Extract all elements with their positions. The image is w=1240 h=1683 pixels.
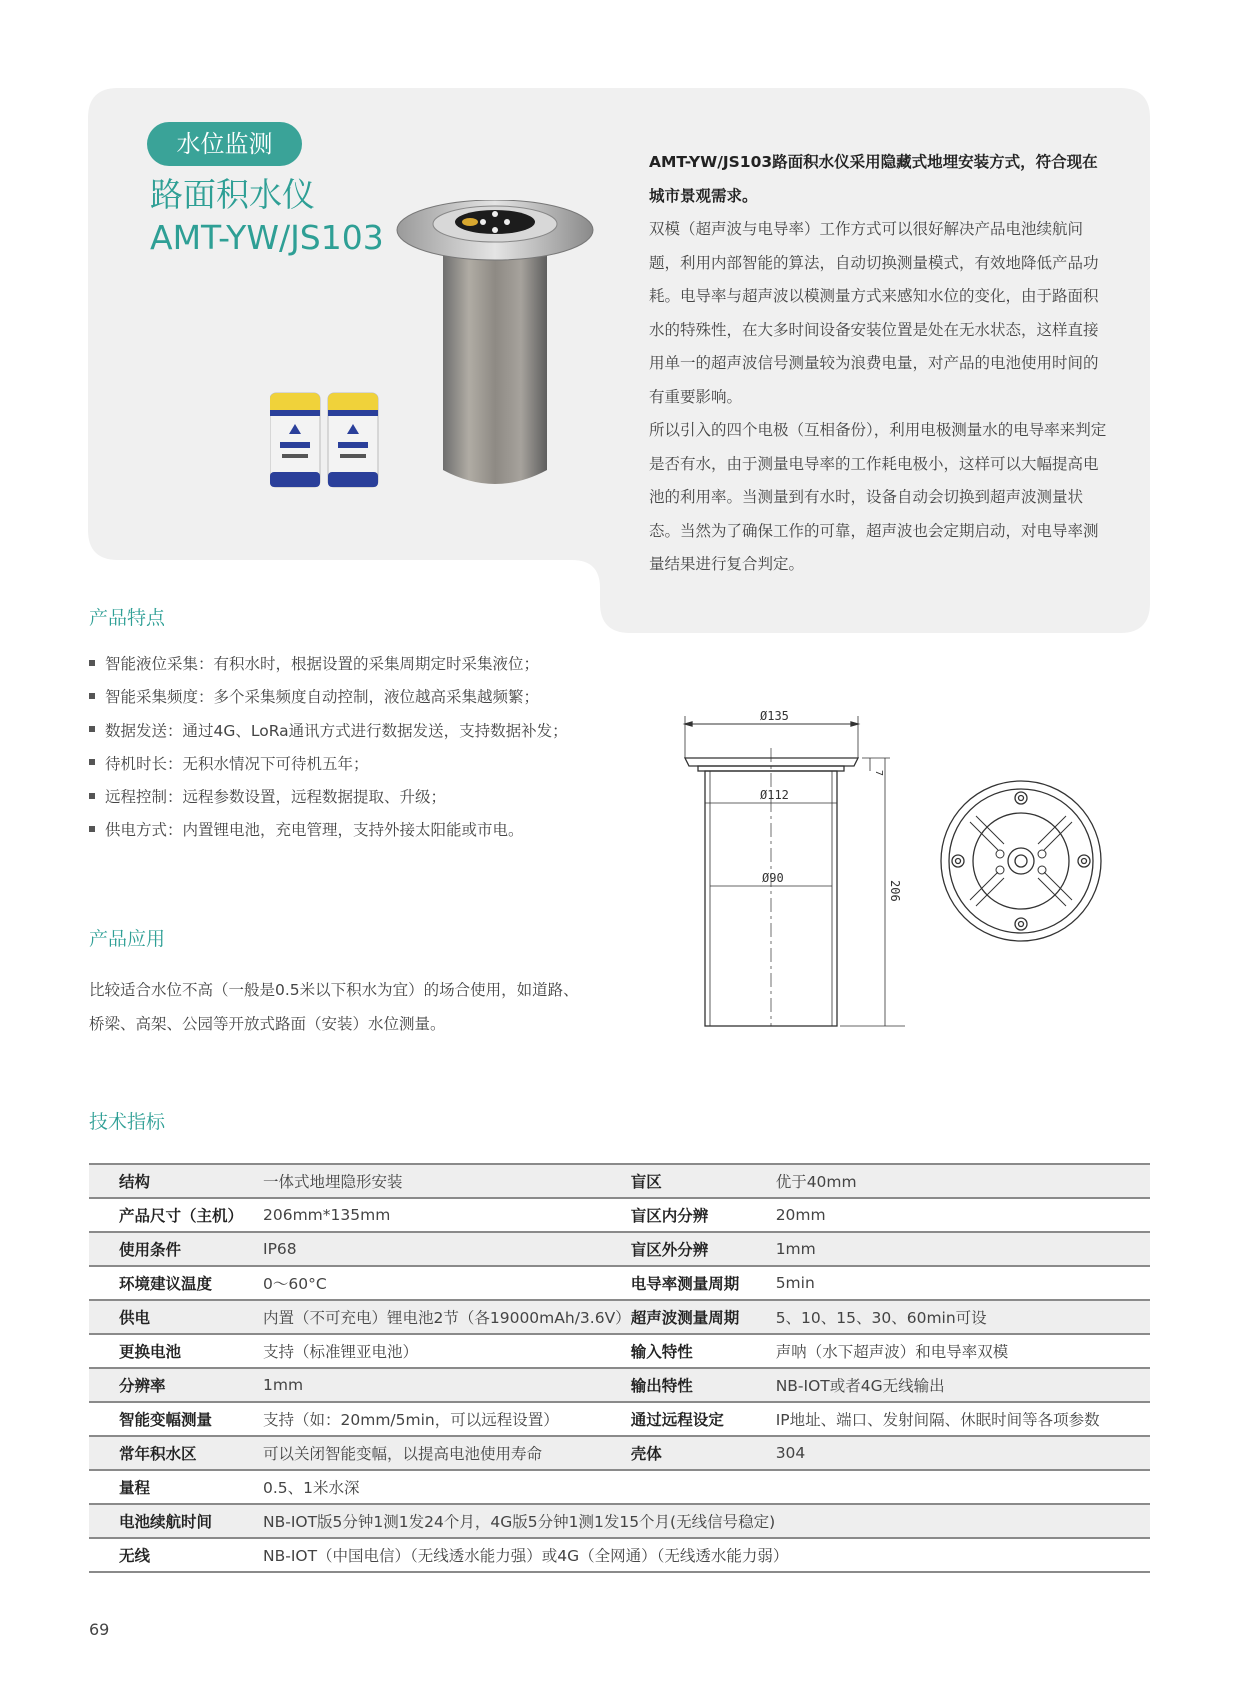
spec-value: 支持（标准锂亚电池） [259,1334,631,1368]
product-photo [395,200,595,500]
product-title: 路面积水仪 [150,175,315,214]
spec-value: 可以关闭智能变幅，以提高电池使用寿命 [259,1436,631,1470]
spec-key: 使用条件 [89,1232,259,1266]
table-row [89,1470,1150,1504]
list-item: 远程控制：远程参数设置，远程数据提取、升级； [89,781,568,814]
spec-value: 优于40mm [776,1164,1150,1198]
spec-key: 通过远程设定 [631,1402,776,1436]
spec-key: 常年积水区 [89,1436,259,1470]
spec-value: NB-IOT或者4G无线输出 [776,1368,1150,1402]
application-line-2: 桥梁、高架、公园等开放式路面（安装）水位测量。 [89,1015,446,1033]
spec-value: NB-IOT（中国电信）（无线透水能力强）或4G（全网通）（无线透水能力弱） [259,1538,1150,1572]
spec-value: 1mm [776,1232,1150,1266]
spec-value: 1mm [259,1368,631,1402]
features-heading: 产品特点 [89,607,166,629]
spec-value: 20mm [776,1198,1150,1232]
dim-90: Ø90 [762,871,784,885]
spec-key: 分辨率 [89,1368,259,1402]
spec-key: 智能变幅测量 [89,1402,259,1436]
spec-key: 输入特性 [631,1334,776,1368]
table-row [89,1164,1150,1198]
category-tag: 水位监测 [147,122,302,166]
spec-key: 盲区 [631,1164,776,1198]
spec-key: 无线 [89,1538,259,1572]
spec-key: 超声波测量周期 [631,1300,776,1334]
spec-key: 供电 [89,1300,259,1334]
product-model: AMT-YW/JS103 [150,218,384,257]
spec-value: IP68 [259,1232,631,1266]
list-item: 智能采集频度：多个采集频度自动控制，液位越高采集越频繁； [89,681,568,714]
table-row [89,1368,1150,1402]
spec-key: 输出特性 [631,1368,776,1402]
spec-value: 0～60°C [259,1266,631,1300]
spec-value: 一体式地埋隐形安装 [259,1164,631,1198]
spec-value: 0.5、1米水深 [259,1470,1150,1504]
spec-key: 壳体 [631,1436,776,1470]
spec-key: 量程 [89,1470,259,1504]
spec-value: 206mm*135mm [259,1198,631,1232]
application-line-1: 比较适合水位不高（一般是0.5米以下积水为宜）的场合使用，如道路、 [89,981,579,999]
spec-value: 304 [776,1436,1150,1470]
spec-key: 盲区内分辨 [631,1198,776,1232]
table-row [89,1266,1150,1300]
battery-photo [270,390,382,490]
spec-value: IP地址、端口、发射间隔、休眠时间等各项参数 [776,1402,1150,1436]
spec-key: 环境建议温度 [89,1266,259,1300]
spec-value: NB-IOT版5分钟1测1发24个月，4G版5分钟1测1发15个月(无线信号稳定) [259,1504,1150,1538]
dim-112: Ø112 [760,788,789,802]
side-view-drawing [680,708,910,1028]
table-row [89,1334,1150,1368]
list-item: 待机时长：无积水情况下可待机五年； [89,748,568,781]
spec-table [89,1163,1150,1573]
spec-key: 结构 [89,1164,259,1198]
spec-key: 电导率测量周期 [631,1266,776,1300]
table-row [89,1436,1150,1470]
table-row [89,1198,1150,1232]
spec-value: 支持（如：20mm/5min，可以远程设置） [259,1402,631,1436]
table-row [89,1538,1150,1572]
dim-206: 206 [888,880,902,902]
spec-key: 产品尺寸（主机） [89,1198,259,1232]
spec-value: 声呐（水下超声波）和电导率双模 [776,1334,1150,1368]
intro-lead: AMT-YW/JS103路面积水仪采用隐藏式地埋安装方式，符合现在城市景观需求。 [649,153,1098,205]
intro-paragraph-2: 所以引入的四个电极（互相备份），利用电极测量水的电导率来判定是否有水，由于测量电导率的工作耗电极小，这样可以大幅提高电池的利用率。当测量到有水时，设备自动会切换到超声波测量状态。当然为了确保工作的可靠，超声波也会定期启动，对电导率测量结果进行复合判定。 [649,421,1107,573]
table-row [89,1402,1150,1436]
specs-heading: 技术指标 [89,1111,166,1133]
spec-key: 盲区外分辨 [631,1232,776,1266]
spec-key: 更换电池 [89,1334,259,1368]
table-row [89,1300,1150,1334]
spec-value: 5min [776,1266,1150,1300]
application-text [89,973,609,1041]
application-heading: 产品应用 [89,928,166,950]
page-number: 69 [89,1620,110,1639]
list-item: 数据发送：通过4G、LoRa通讯方式进行数据发送，支持数据补发； [89,715,568,748]
table-row [89,1504,1150,1538]
spec-value: 内置（不可充电）锂电池2节（各19000mAh/3.6V） [259,1300,631,1334]
spec-key: 电池续航时间 [89,1504,259,1538]
list-item: 供电方式：内置锂电池，充电管理，支持外接太阳能或市电。 [89,814,568,847]
table-row [89,1232,1150,1266]
list-item: 智能液位采集：有积水时，根据设置的采集周期定时采集液位； [89,648,568,681]
dim-7: 7 [873,770,884,777]
intro-text [649,146,1109,582]
features-list [89,648,568,848]
dim-135: Ø135 [760,709,789,723]
spec-value: 5、10、15、30、60min可设 [776,1300,1150,1334]
top-view-drawing [938,778,1104,944]
intro-paragraph-1: 双模（超声波与电导率）工作方式可以很好解决产品电池续航问题，利用内部智能的算法，自动切换测量模式，有效地降低产品功耗。电导率与超声波以模测量方式来感知水位的变化，由于路面积水的特殊性，在大多时间设备安装位置是处在无水状态，这样直接用单一的超声波信号测量较为浪费电量，对产品的电池使用时间的有重要影响。 [649,220,1099,406]
